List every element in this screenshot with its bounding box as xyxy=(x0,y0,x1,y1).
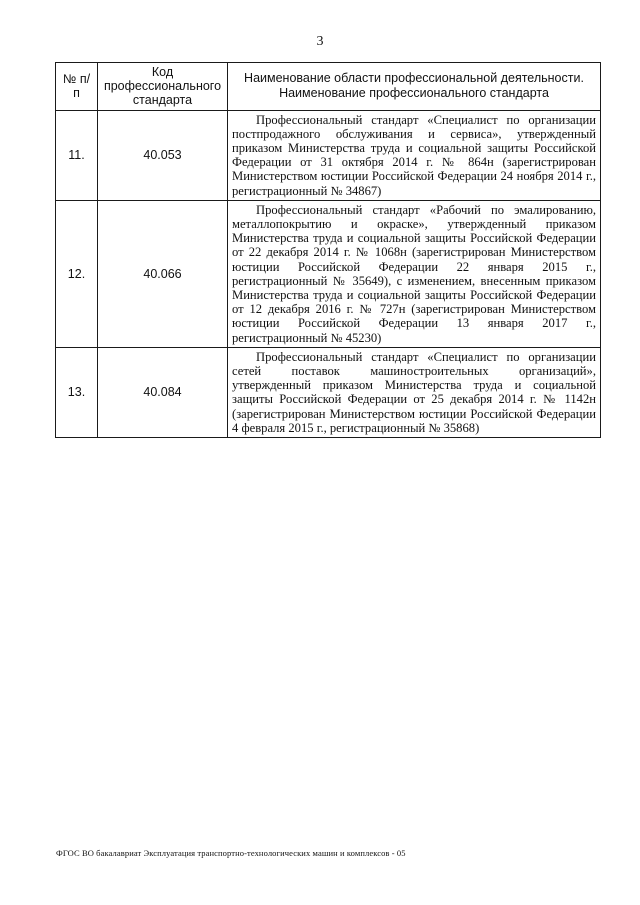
row-description: Профессиональный стандарт «Специалист по организации постпродажного обслуживания и сервиса», утвержденный приказом Министерства труда и социальной защиты Российской Федерации от 31 октября 2014 г. № 864н (зарегистрирован Министерством юстиции Российской Федерации 24 ноября 2014 г., регистрационный № 34867) xyxy=(228,110,601,200)
row-description: Профессиональный стандарт «Рабочий по эмалированию, металлопокрытию и окраске», утвержденный приказом Министерства труда и социальной защиты Российской Федерации от 22 декабря 2014 г. № 1068н (зарегистрирован Министерством юстиции Российской Федерации 22 января 2015 г., регистрационный № 35649), с изменением, внесенным приказом Министерства труда и социальной защиты Российской Федерации от 12 декабря 2016 г. № 727н (зарегистрирован Министерством юстиции Российской Федерации 13 января 2017 г., регистрационный № 45230) xyxy=(228,200,601,347)
footer-text: ФГОС ВО бакалавриат Эксплуатация транспортно-технологических машин и комплексов - 05 xyxy=(56,848,406,858)
row-number: 13. xyxy=(56,347,98,437)
table-row xyxy=(56,110,601,200)
row-number: 12. xyxy=(56,200,98,347)
row-code: 40.084 xyxy=(98,347,228,437)
page-number: 3 xyxy=(316,34,324,49)
header-name xyxy=(228,63,601,111)
table-row xyxy=(56,347,601,437)
header-name-line2: Наименование профессионального стандарта xyxy=(279,86,549,101)
header-name-line1: Наименование области профессиональной деятельности. xyxy=(244,71,584,86)
row-number: 11. xyxy=(56,110,98,200)
standards-table xyxy=(55,62,601,438)
table-row xyxy=(56,200,601,347)
table-header-row xyxy=(56,63,601,111)
row-code: 40.066 xyxy=(98,200,228,347)
row-code: 40.053 xyxy=(98,110,228,200)
row-description: Профессиональный стандарт «Специалист по организации сетей поставок машиностроительных организаций», утвержденный приказом Министерства труда и социальной защиты Российской Федерации от 25 декабря 2014 г. № 1142н (зарегистрирован Министерством юстиции Российской Федерации 4 февраля 2015 г., регистрационный № 35868) xyxy=(228,347,601,437)
header-code: Код профессионального стандарта xyxy=(98,63,228,111)
header-number: № п/п xyxy=(56,63,98,111)
